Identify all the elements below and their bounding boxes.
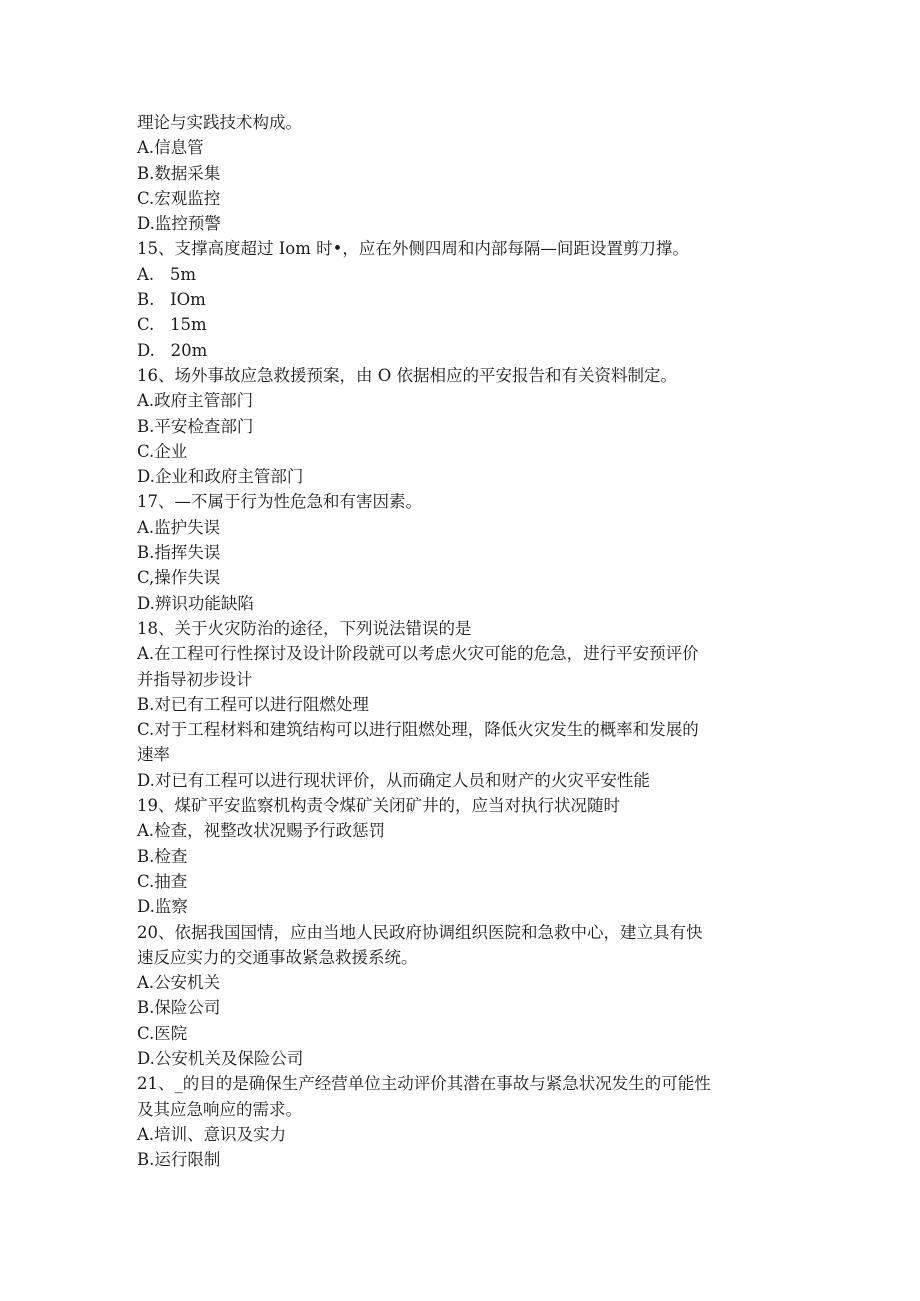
- option-line: B.平安检查部门: [137, 416, 254, 436]
- option-line: C. 15m: [137, 315, 207, 335]
- option-line: D.企业和政府主管部门: [137, 467, 304, 487]
- question-17: 17、—不属于行为性危急和有害因素。: [137, 492, 422, 512]
- option-line: A.监护失误: [137, 517, 221, 537]
- option-line: A.政府主管部门: [137, 391, 254, 411]
- option-line: B. IOm: [137, 290, 206, 310]
- question-18: 18、关于火灾防治的途径，下列说法错误的是: [137, 618, 472, 638]
- question-20: 20、依据我国国情，应由当地人民政府协调组织医院和急救中心，建立具有快: [137, 922, 703, 942]
- option-line: D.对已有工程可以进行现状评价，从而确定人员和财产的火灾平安性能: [137, 770, 650, 790]
- option-line: D.监控预警: [137, 214, 221, 234]
- option-line: D.监察: [137, 897, 188, 917]
- option-line-continued: 速率: [137, 745, 170, 765]
- question-21: 21、_的目的是确保生产经营单位主动评价其潜在事故与紧急状况发生的可能性: [137, 1074, 711, 1094]
- question-15: 15、支撑高度超过 Iom 时•，应在外侧四周和内部每隔—间距设置剪刀撑。: [137, 239, 689, 259]
- option-line: A. 5m: [137, 264, 197, 284]
- option-line: B.运行限制: [137, 1150, 221, 1170]
- document-body: [137, 110, 797, 1172]
- option-line: B.指挥失误: [137, 543, 221, 563]
- option-line: C.医院: [137, 1023, 188, 1043]
- option-line: B.保险公司: [137, 998, 221, 1018]
- option-line: A.信息管: [137, 138, 204, 158]
- option-line: C,操作失误: [137, 568, 221, 588]
- option-line: C.抽查: [137, 871, 188, 891]
- option-line: D.辨识功能缺陷: [137, 593, 254, 613]
- option-line: D. 20m: [137, 340, 208, 360]
- option-line: C.企业: [137, 441, 188, 461]
- option-line: C.对于工程材料和建筑结构可以进行阻燃处理，降低火灾发生的概率和发展的: [137, 720, 699, 740]
- option-line: A.在工程可行性探讨及设计阶段就可以考虑火灾可能的危急，进行平安预评价: [137, 644, 699, 664]
- option-line: A.公安机关: [137, 973, 221, 993]
- option-line: C.宏观监控: [137, 188, 221, 208]
- text-line: 理论与实践技术构成。: [137, 113, 302, 132]
- option-line-continued: 并指导初步设计: [137, 669, 253, 689]
- option-line: B.数据采集: [137, 163, 221, 183]
- option-line: A.检查，视整改状况赐予行政惩罚: [137, 821, 386, 841]
- option-line: D.公安机关及保险公司: [137, 1048, 304, 1068]
- option-line: A.培训、意识及实力: [137, 1124, 287, 1144]
- option-line: B.检查: [137, 846, 188, 866]
- question-19: 19、煤矿平安监察机构责令煤矿关闭矿井的，应当对执行状况随时: [137, 796, 620, 816]
- option-line: B.对已有工程可以进行阻燃处理: [137, 694, 369, 714]
- question-16: 16、场外事故应急救援预案，由 O 依据相应的平安报告和有关资料制定。: [137, 365, 678, 385]
- question-21-continued: 及其应急响应的需求。: [137, 1099, 302, 1119]
- question-20-continued: 速反应实力的交通事故紧急救援系统。: [137, 947, 418, 967]
